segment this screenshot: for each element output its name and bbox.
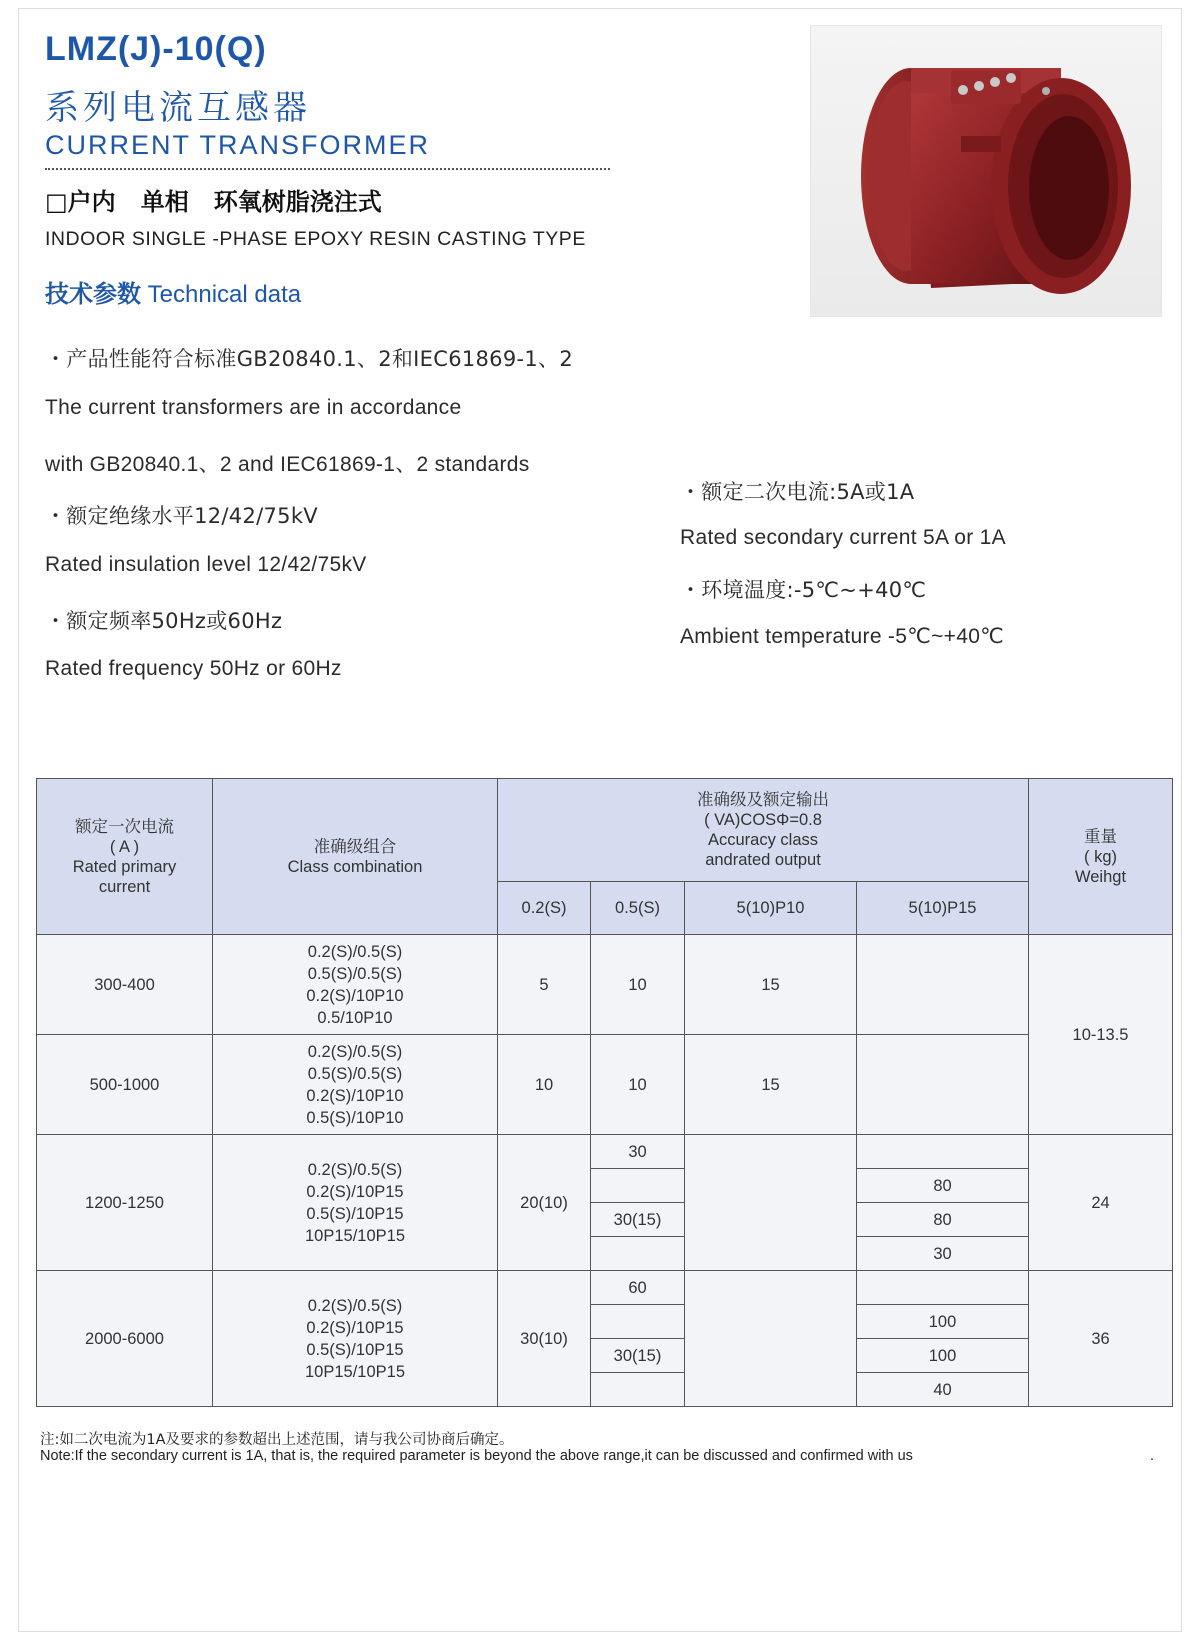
output-p15-cell <box>857 1035 1029 1135</box>
primary-current-header-en1: Rated primary <box>72 857 177 876</box>
output-p15-cell: 100 <box>857 1305 1029 1339</box>
subheader-5-10p15: 5(10)P15 <box>857 882 1029 935</box>
primary-current-cell: 2000-6000 <box>37 1271 213 1407</box>
class-combination-header <box>213 779 498 935</box>
combo-line: 0.2(S)/0.5(S) <box>307 1042 403 1061</box>
subheader-0.5s: 0.5(S) <box>591 882 685 935</box>
standard-en-line2: with GB20840.1、2 and IEC61869-1、2 standards <box>45 453 530 476</box>
combo-line: 0.2(S)/10P15 <box>306 1182 404 1201</box>
output-p10-cell: 15 <box>685 935 857 1035</box>
spec-table <box>36 778 1173 1407</box>
class-combination-header-cn: 准确级组合 <box>313 836 397 856</box>
output-p15-cell: 80 <box>857 1169 1029 1203</box>
class-combination-header-en: Class combination <box>287 857 423 876</box>
ambient-temperature-en: Ambient temperature -5℃~+40℃ <box>680 625 1005 648</box>
weight-header-unit: ( kg) <box>1084 847 1117 866</box>
output-0.5s-cell <box>591 1373 685 1407</box>
output-0.2s-cell: 30(10) <box>498 1271 591 1407</box>
output-0.5s-cell: 30 <box>591 1135 685 1169</box>
weight-header-cn: 重量 <box>1084 826 1117 846</box>
output-p15-cell <box>857 1271 1029 1305</box>
note-cn: 注:如二次电流为1A及要求的参数超出上述范围，请与我公司协商后确定。 <box>40 1432 514 1448</box>
class-combination-cell <box>213 935 498 1035</box>
type-description-cn: □户内 单相 环氧树脂浇注式 <box>45 188 382 216</box>
output-p15-cell: 80 <box>857 1203 1029 1237</box>
class-combination-cell <box>213 1271 498 1407</box>
weight-header-en: Weihgt <box>1074 867 1127 886</box>
standard-cn: ・产品性能符合标准GB20840.1、2和IEC61869-1、2 <box>45 347 574 371</box>
combo-line: 0.5(S)/0.5(S) <box>307 1064 403 1083</box>
note-en-end: . <box>1150 1448 1155 1464</box>
primary-current-cell: 300-400 <box>37 935 213 1035</box>
primary-current-header <box>37 779 213 935</box>
accuracy-output-header-cos: ( VA)COSΦ=0.8 <box>704 811 822 829</box>
subheader-0.2s: 0.2(S) <box>498 882 591 935</box>
current-transformer-image <box>811 26 1163 318</box>
secondary-current-en: Rated secondary current 5A or 1A <box>680 526 1006 549</box>
series-title-en: CURRENT TRANSFORMER <box>45 130 431 160</box>
output-p15-cell <box>857 935 1029 1035</box>
primary-current-header-unit: ( A ) <box>109 837 140 856</box>
accuracy-output-header-cn: 准确级及额定输出 <box>697 790 829 809</box>
output-0.2s-cell: 5 <box>498 935 591 1035</box>
note-en: Note:If the secondary current is 1A, that is, the required parameter is beyond the above range,it can be discussed and confirmed with us <box>40 1448 913 1464</box>
model-title: LMZ(J)-10(Q) <box>45 30 267 68</box>
type-description-en: INDOOR SINGLE -PHASE EPOXY RESIN CASTING TYPE <box>45 228 586 250</box>
accuracy-output-header <box>498 779 1029 882</box>
combo-line: 0.2(S)/0.5(S) <box>307 942 403 961</box>
insulation-level-en: Rated insulation level 12/42/75kV <box>45 553 367 576</box>
technical-data-heading-cn: 技术参数 <box>45 280 141 308</box>
primary-current-cell: 1200-1250 <box>37 1135 213 1271</box>
secondary-current-cn: ・额定二次电流:5A或1A <box>680 480 915 504</box>
standard-en-line1: The current transformers are in accordance <box>45 396 462 419</box>
output-p10-cell <box>685 1271 857 1407</box>
primary-current-header-cn: 额定一次电流 <box>75 816 174 836</box>
primary-current-cell: 500-1000 <box>37 1035 213 1135</box>
combo-line: 10P15/10P15 <box>304 1362 405 1381</box>
output-0.5s-cell: 30(15) <box>591 1203 685 1237</box>
weight-cell: 36 <box>1029 1271 1173 1407</box>
combo-line: 0.5/10P10 <box>317 1008 393 1027</box>
technical-data-heading <box>45 274 301 309</box>
technical-data-heading-en: Technical data <box>141 281 302 308</box>
dotted-divider <box>45 168 610 170</box>
accuracy-output-header-en1: Accuracy class <box>707 831 819 849</box>
table-row <box>37 935 1173 1035</box>
table-row <box>37 1035 1173 1135</box>
ambient-temperature-cn: ・环境温度:-5℃~+40℃ <box>680 578 927 602</box>
combo-line: 0.2(S)/10P10 <box>306 1086 404 1105</box>
combo-line: 0.5(S)/10P15 <box>306 1340 404 1359</box>
combo-line: 0.2(S)/10P10 <box>306 986 404 1005</box>
table-row <box>37 1271 1173 1305</box>
weight-header <box>1029 779 1173 935</box>
frequency-cn: ・额定频率50Hz或60Hz <box>45 609 283 633</box>
output-0.5s-cell: 10 <box>591 935 685 1035</box>
product-photo <box>810 25 1162 317</box>
combo-line: 10P15/10P15 <box>304 1226 405 1245</box>
output-0.5s-cell: 30(15) <box>591 1339 685 1373</box>
combo-line: 0.2(S)/0.5(S) <box>307 1160 403 1179</box>
weight-cell: 24 <box>1029 1135 1173 1271</box>
combo-line: 0.2(S)/0.5(S) <box>307 1296 403 1315</box>
combo-line: 0.5(S)/10P10 <box>306 1108 404 1127</box>
class-combination-cell <box>213 1035 498 1135</box>
weight-cell: 10-13.5 <box>1029 935 1173 1135</box>
output-0.5s-cell <box>591 1169 685 1203</box>
output-p15-cell: 100 <box>857 1339 1029 1373</box>
output-p10-cell <box>685 1135 857 1271</box>
output-0.2s-cell: 10 <box>498 1035 591 1135</box>
primary-current-header-en2: current <box>98 877 151 896</box>
output-0.5s-cell <box>591 1305 685 1339</box>
output-0.2s-cell: 20(10) <box>498 1135 591 1271</box>
combo-line: 0.2(S)/10P15 <box>306 1318 404 1337</box>
output-p15-cell: 40 <box>857 1373 1029 1407</box>
insulation-level-cn: ・额定绝缘水平12/42/75kV <box>45 504 318 528</box>
subheader-5-10p10: 5(10)P10 <box>685 882 857 935</box>
combo-line: 0.5(S)/0.5(S) <box>307 964 403 983</box>
output-0.5s-cell: 60 <box>591 1271 685 1305</box>
frequency-en: Rated frequency 50Hz or 60Hz <box>45 657 342 680</box>
output-0.5s-cell <box>591 1237 685 1271</box>
accuracy-output-header-en2: andrated output <box>705 851 821 869</box>
series-title-cn: 系列电流互感器 <box>45 88 311 128</box>
output-p10-cell: 15 <box>685 1035 857 1135</box>
output-0.5s-cell: 10 <box>591 1035 685 1135</box>
output-p15-cell <box>857 1135 1029 1169</box>
combo-line: 0.5(S)/10P15 <box>306 1204 404 1223</box>
output-p15-cell: 30 <box>857 1237 1029 1271</box>
class-combination-cell <box>213 1135 498 1271</box>
table-row <box>37 1135 1173 1169</box>
